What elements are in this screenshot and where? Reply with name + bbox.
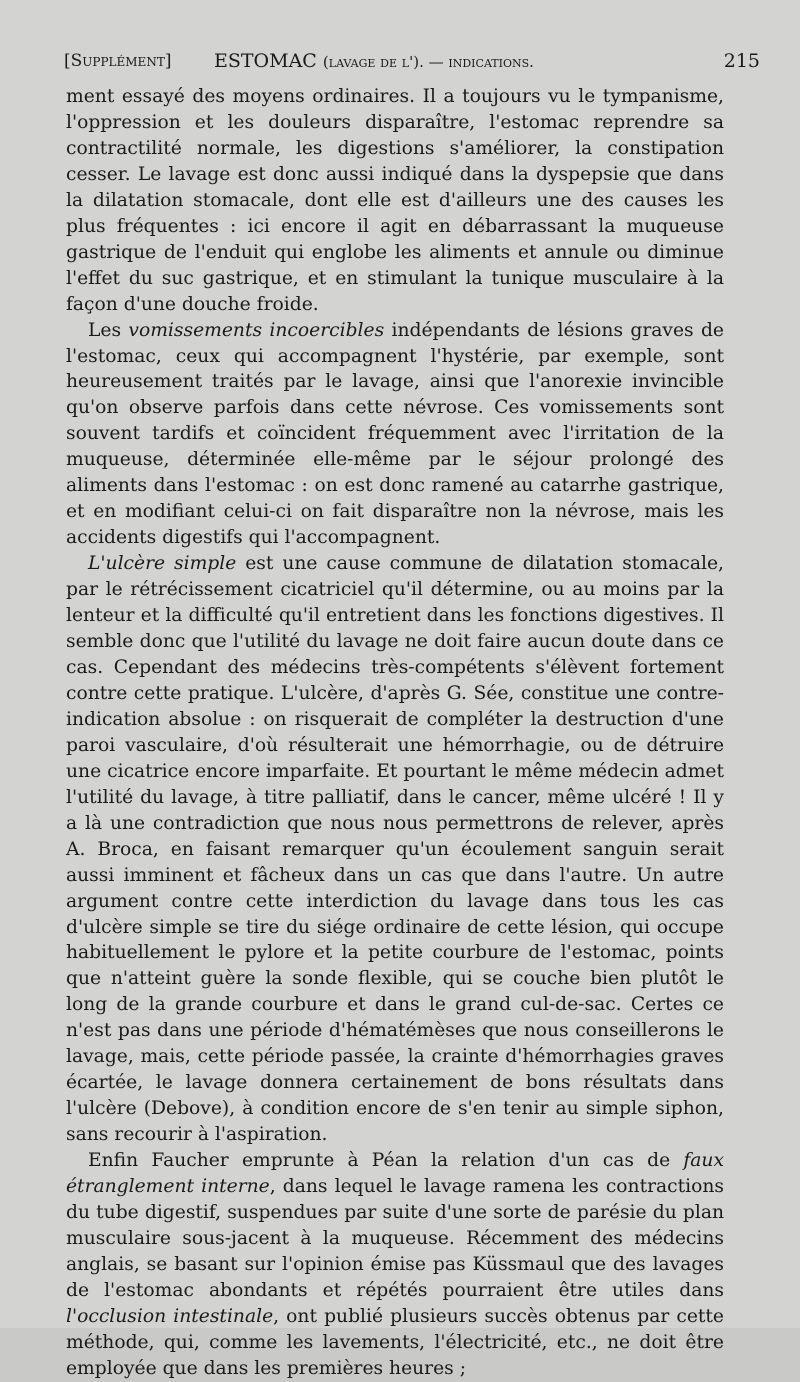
italic-text-segment: faux étranglement interne	[66, 1150, 724, 1198]
text-segment: est une cause commune de dilatation stomacale, par le rétrécissement cicatriciel qu'il détermine, ou au moins par la lenteur et la difficulté qu'il entretient dans les fonctions digestives. Il semble donc que l'utilité du lavage ne doit faire aucun doute dans ce cas. Cependant des médecins très-compétents s'élèvent fortement contre cette pratique. L'ulcère, d'après G. Sée, constitue une contre-indication absolue : on risquerait de compléter la destruction d'une paroi vasculaire, d'où résulterait une hémorrhagie, ou de détruire une cicatrice encore imparfaite. Et pourtant le même médecin admet l'utilité du lavage, à titre palliatif, dans le cancer, même ulcéré ! Il y a là une contradiction que nous nous permettrons de relever, après A. Broca, en faisant remarquer qu'un écoulement sanguin serait aussi imminent et fâcheux dans un cas que dans l'autre. Un autre argument contre cette interdiction du lavage dans tous les cas d'ulcère simple se tire du siége ordinaire de cette lésion, qui occupe habituellement le pylore et la petite courbure de l'estomac, points que n'atteint guère la sonde flexible, qui se couche bien plutôt le long de la grande courbure et dans le grand cul-de-sac. Certes ce n'est pas dans une période d'hématémèses que nous conseillerons le lavage, mais, cette période passée, la crainte d'hémorrhagies graves écartée, le lavage donnera certainement de bons résultats dans l'ulcère (Debove), à condition encore de s'en tenir au simple siphon, sans recourir à l'aspiration.	[66, 553, 724, 1146]
italic-text-segment: L'ulcère simple	[88, 553, 237, 575]
paragraph	[66, 318, 724, 552]
text-segment: , ont publié plusieurs succès obtenus par cette méthode, qui, comme les lavements, l'électricité, etc., ne doit être employée que dans les premières heures ;	[66, 1305, 724, 1379]
italic-text-segment: l'occlusion intestinale	[66, 1305, 274, 1327]
italic-text-segment: vomissements incoercibles	[128, 319, 385, 341]
header-section: [Supplément]	[64, 51, 172, 71]
page-number: 215	[723, 50, 760, 72]
text-segment: , dans lequel le lavage ramena les contractions du tube digestif, suspendues par suite d'une sorte de parésie du plan musculaire sous-jacent à la muqueuse. Récemment des médecins anglais, se basant sur l'opinion émise pas Küssmaul que des lavages de l'estomac abondants et répétés pourraient être utiles dans	[66, 1176, 724, 1301]
paragraph	[66, 551, 724, 1148]
paragraph	[66, 1148, 724, 1382]
body-text	[66, 84, 724, 1382]
text-segment: Les	[88, 319, 129, 341]
paragraph	[66, 84, 724, 318]
text-segment: ment essayé des moyens ordinaires. Il a toujours vu le tympanisme, l'oppression et les douleurs disparaître, l'estomac reprendre sa contractilité normale, les digestions s'améliorer, la constipation cesser. Le lavage est donc aussi indiqué dans la dyspepsie que dans la dilatation stomacale, dont elle est d'ailleurs une des causes les plus fréquentes : ici encore il agit en débarrassant la muqueuse gastrique de l'enduit qui englobe les aliments et annule ou diminue l'effet du suc gastrique, et en stimulant la tunique musculaire à la façon d'une douche froide.	[66, 86, 724, 315]
running-header	[64, 44, 760, 78]
header-subtitle: (lavage de l'). — indications.	[322, 53, 534, 71]
text-segment: Enfin Faucher emprunte à Péan la relation d'un cas de	[88, 1150, 684, 1172]
header-title-group	[214, 44, 534, 79]
header-title: ESTOMAC	[214, 50, 317, 72]
text-segment: indépendants de lésions graves de l'estomac, ceux qui accompagnent l'hystérie, par exemple, sont heureusement traités par le lavage, ainsi que l'anorexie invincible qu'on observe parfois dans cette névrose. Ces vomissements sont souvent tardifs et coïncident fréquemment avec l'irritation de la muqueuse, déterminée elle-même par le séjour prolongé des aliments dans l'estomac : on est donc ramené au catarrhe gastrique, et en modifiant celui-ci on fait disparaître non la névrose, mais les accidents digestifs qui l'accompagnent.	[66, 319, 724, 549]
